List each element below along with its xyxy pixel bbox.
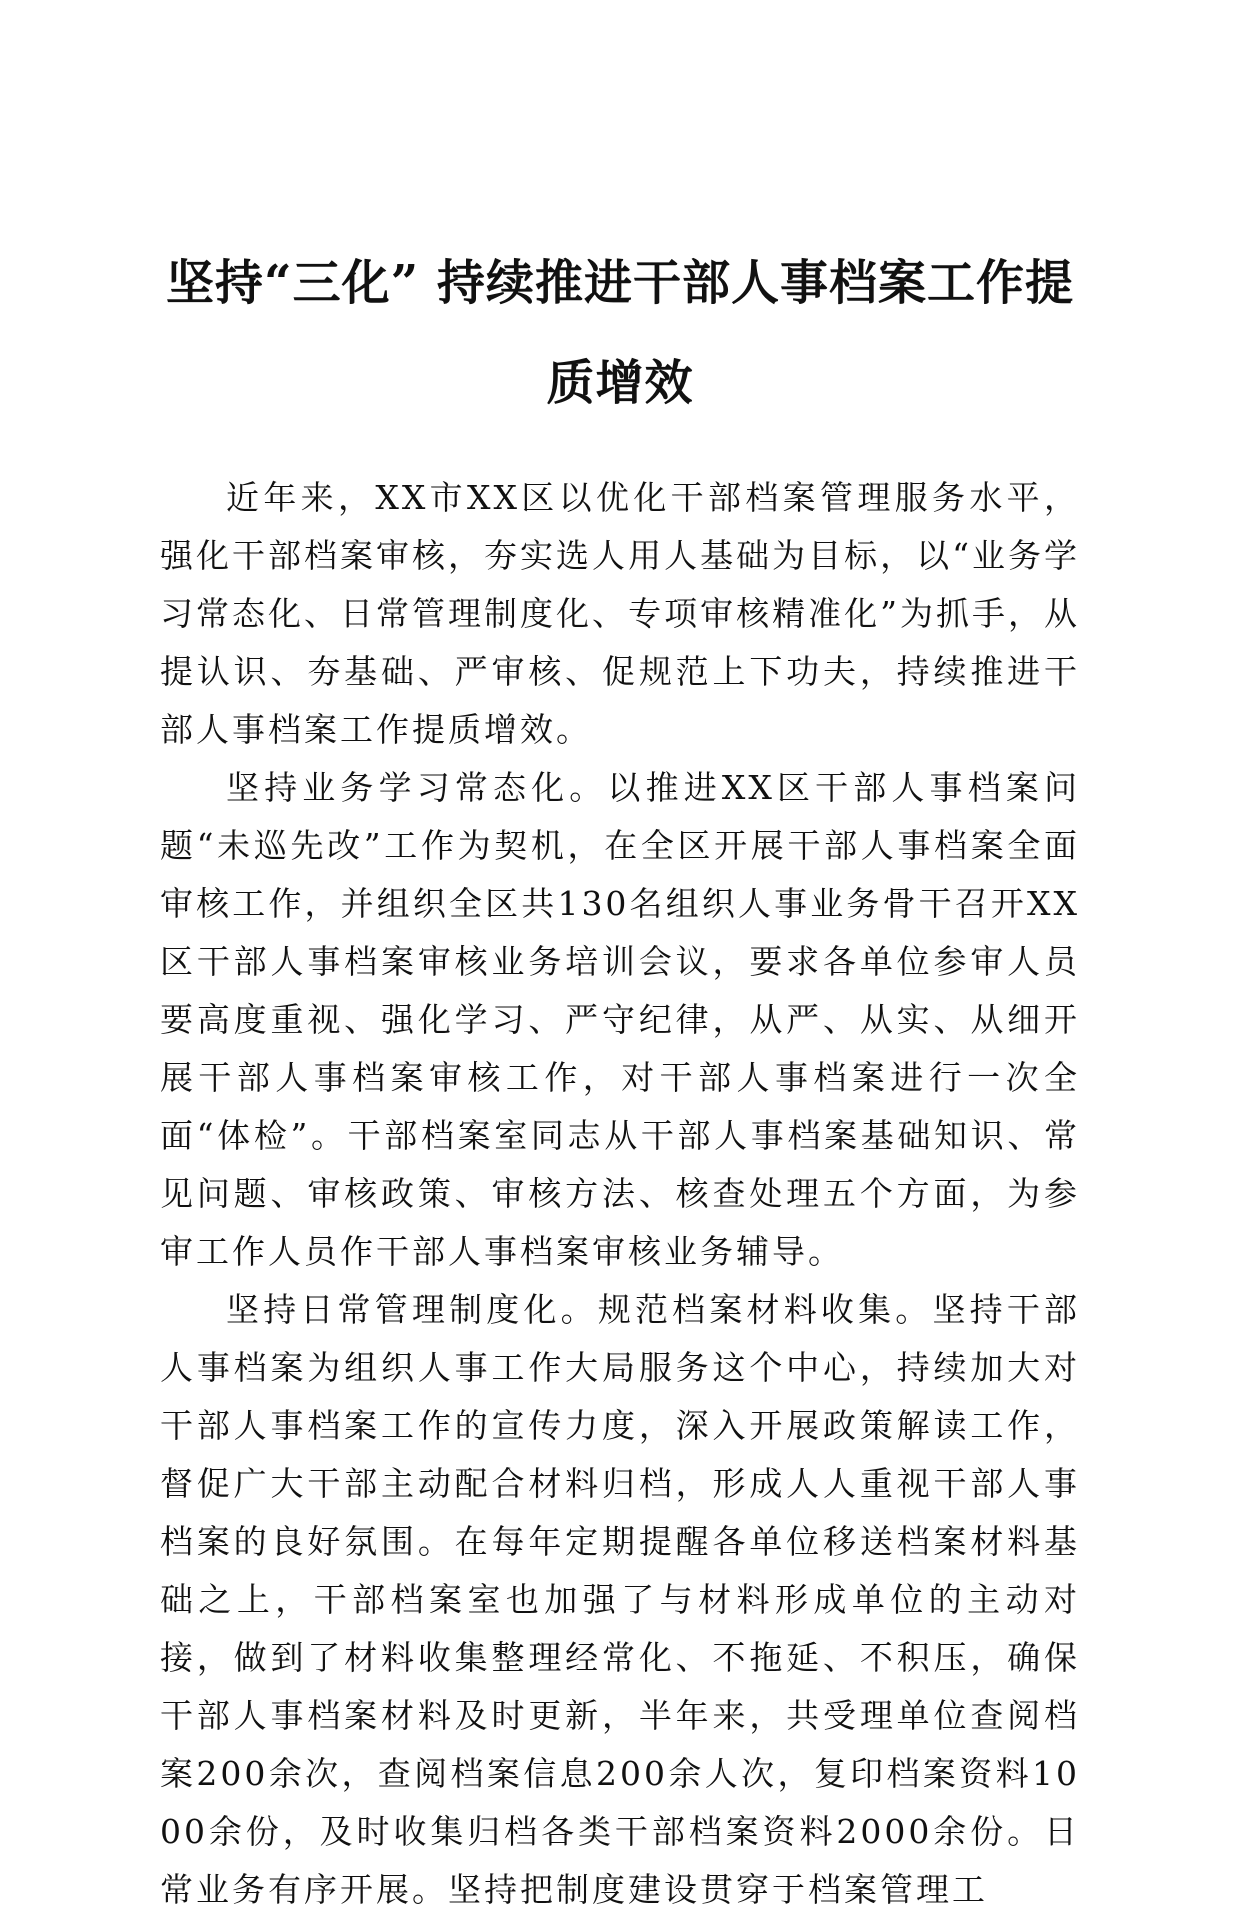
- title-line-2: 质增效: [546, 355, 694, 411]
- paragraph-daily-management: 坚持日常管理制度化。规范档案材料收集。坚持干部人事档案为组织人事工作大局服务这个中心，持续加大对干部人事档案工作的宣传力度，深入开展政策解读工作，督促广大干部主动配合材料归档，形成人人重视干部人事档案的良好氛围。在每年定期提醒各单位移送档案材料基础之上，干部档案室也加强了与材料形成单位的主动对接，做到了材料收集整理经常化、不拖延、不积压，确保干部人事档案材料及时更新，半年来，共受理单位查阅档案200余次，查阅档案信息200余人次，复印档案资料1000余份，及时收集归档各类干部档案资料2000余份。日常业务有序开展。坚持把制度建设贯穿于档案管理工: [160, 1290, 1080, 1909]
- paragraph-business-learning: 坚持业务学习常态化。以推进XX区干部人事档案问题“未巡先改”工作为契机，在全区开展干部人事档案全面审核工作，并组织全区共130名组织人事业务骨干召开XX区干部人事档案审核业务培训会议，要求各单位参审人员要高度重视、强化学习、严守纪律，从严、从实、从细开展干部人事档案审核工作，对干部人事档案进行一次全面“体检”。干部档案室同志从干部人事档案基础知识、常见问题、审核政策、审核方法、核查处理五个方面，为参审工作人员作干部人事档案审核业务辅导。: [160, 768, 1080, 1271]
- paragraph-intro: 近年来，XX市XX区以优化干部档案管理服务水平，强化干部档案审核，夯实选人用人基础为目标，以“业务学习常态化、日常管理制度化、专项审核精准化”为抓手，从提认识、夯基础、严审核、促规范上下功夫，持续推进干部人事档案工作提质增效。: [160, 478, 1080, 749]
- document-title: [140, 233, 1100, 433]
- title-line-1: 坚持“三化” 持续推进干部人事档案工作提: [166, 255, 1074, 311]
- document-body: [160, 469, 1080, 1919]
